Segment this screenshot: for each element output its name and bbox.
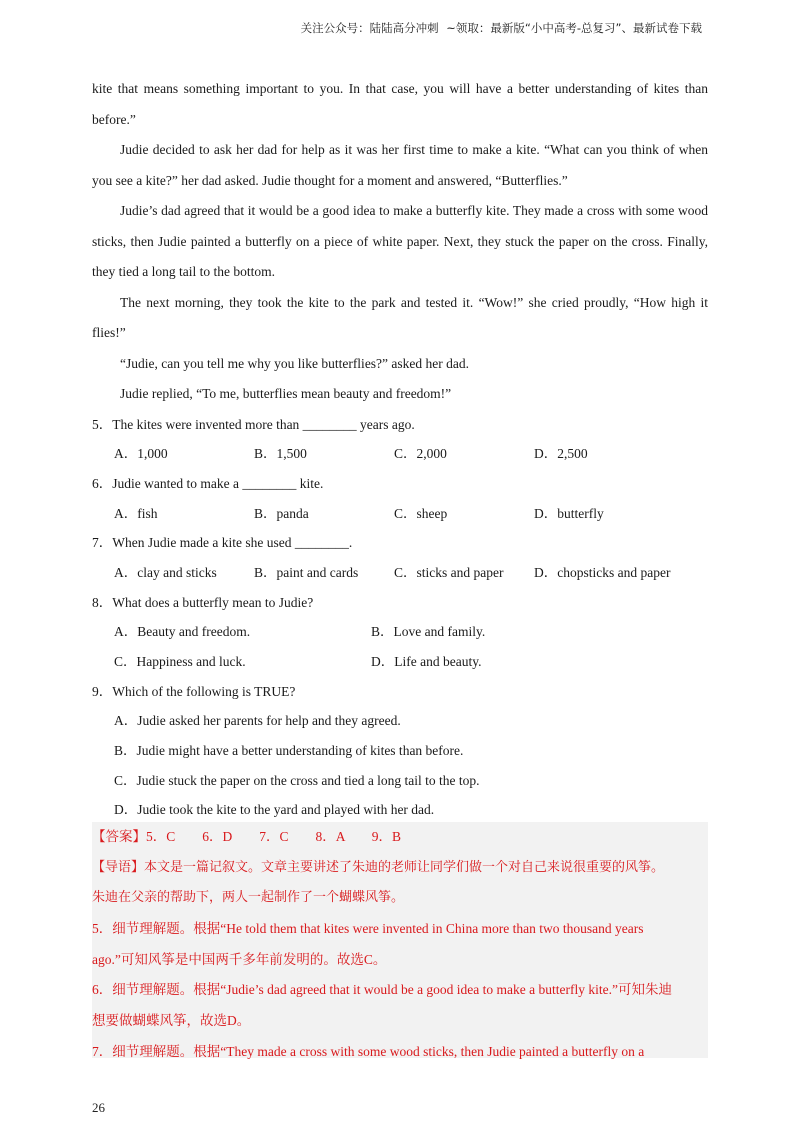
option-row <box>92 499 708 529</box>
question-stem: 8．What does a butterfly mean to Judie? <box>92 594 314 610</box>
option-d: D．2,500 <box>534 446 588 462</box>
option-a: A．Beauty and freedom. <box>114 624 251 640</box>
option-b: B．1,500 <box>254 446 307 462</box>
guide-text-line-2: 朱迪在父亲的帮助下，两人一起制作了一个蝴蝶风筝。 <box>92 890 405 906</box>
option-d: D．Life and beauty. <box>371 654 482 669</box>
question-stem: 7．When Judie made a kite she used ________. <box>92 535 353 551</box>
question-stem: 5．The kites were invented more than ________ years ago. <box>92 416 415 432</box>
guide-text-line-1: 【导语】本文是一篇记叙文。文章主要讲述了朱迪的老师让同学们做一个对自己来说很重要的风筝。 <box>92 859 665 875</box>
option-c: C．Judie stuck the paper on the cross and tied a long tail to the top. <box>114 772 480 788</box>
option-c: C．sheep <box>394 505 448 521</box>
question-8 <box>92 588 708 677</box>
explanation-q7-line-1: 7．细节理解题。根据“They made a cross with some wood sticks, then Judie painted a butterfly on a <box>92 1043 645 1059</box>
main-content <box>92 74 708 825</box>
question-6 <box>92 469 708 528</box>
option-b: B．Love and family. <box>371 624 486 640</box>
question-stem: 9．Which of the following is TRUE? <box>92 683 296 699</box>
option-b: B．Judie might have a better understanding of kites than before. <box>114 743 464 759</box>
option-b: B．panda <box>254 505 309 521</box>
passage-paragraph-4: The next morning, they took the kite to the park and tested it. “Wow!” she cried proudly, “How high it flies!” <box>92 294 708 340</box>
option-d: D．butterfly <box>534 505 604 521</box>
option-row <box>92 647 708 677</box>
header-account-text: 关注公众号：陆陆高分冲刺 <box>300 21 439 35</box>
option-row <box>92 439 708 469</box>
question-9 <box>92 677 708 825</box>
option-row <box>92 558 708 588</box>
explanation-q6-line-2: 想要做蝴蝶风筝，故选D。 <box>92 1013 251 1029</box>
header-download-text: ~领取：最新版“小中高考-总复习”、最新试卷下载 <box>446 21 702 35</box>
question-5 <box>92 410 708 469</box>
option-row <box>92 617 708 647</box>
option-c: C．Happiness and luck. <box>114 654 246 669</box>
option-a: A．clay and sticks <box>114 564 217 580</box>
page-number: 26 <box>92 1100 105 1115</box>
option-b: B．paint and cards <box>254 564 359 580</box>
page-header <box>0 20 800 36</box>
passage-paragraph-1: kite that means something important to you. In that case, you will have a better understanding of kites than before.” <box>92 81 708 127</box>
option-c: C．sticks and paper <box>394 564 504 580</box>
passage-paragraph-5: “Judie, can you tell me why you like butterflies?” asked her dad. <box>120 355 470 371</box>
option-a: A．Judie asked her parents for help and they agreed. <box>114 713 401 729</box>
passage-paragraph-3: Judie’s dad agreed that it would be a good idea to make a butterfly kite. They made a cross with some wood sticks, then Judie painted a butterfly on a piece of white paper. Next, they stuck the paper on the cross. Finally, they tied a long tail to the bottom. <box>92 203 708 279</box>
answer-key: 【答案】5．C 6．D 7．C 8．A 9．B <box>92 829 402 844</box>
explanation-q6-line-1: 6．细节理解题。根据“Judie’s dad agreed that it would be a good idea to make a butterfly kite.”可知朱迪 <box>92 982 672 998</box>
option-a: A．fish <box>114 505 158 521</box>
option-d: D．chopsticks and paper <box>534 564 671 580</box>
answer-explanation-box <box>92 822 708 1058</box>
passage-paragraph-2: Judie decided to ask her dad for help as it was her first time to make a kite. “What can you think of when you see a kite?” her dad asked. Judie thought for a moment and answered, “Butterflies.” <box>92 142 708 188</box>
option-c: C．2,000 <box>394 446 447 462</box>
question-7 <box>92 528 708 587</box>
option-d: D．Judie took the kite to the yard and played with her dad. <box>114 802 435 818</box>
question-stem: 6．Judie wanted to make a ________ kite. <box>92 475 324 491</box>
option-a: A．1,000 <box>114 446 168 462</box>
passage-paragraph-6: Judie replied, “To me, butterflies mean beauty and freedom!” <box>120 386 452 401</box>
explanation-q5-line-1: 5．细节理解题。根据“He told them that kites were invented in China more than two thousand years <box>92 921 644 937</box>
explanation-q5-line-2: ago.”可知风筝是中国两千多年前发明的。故选C。 <box>92 951 387 967</box>
